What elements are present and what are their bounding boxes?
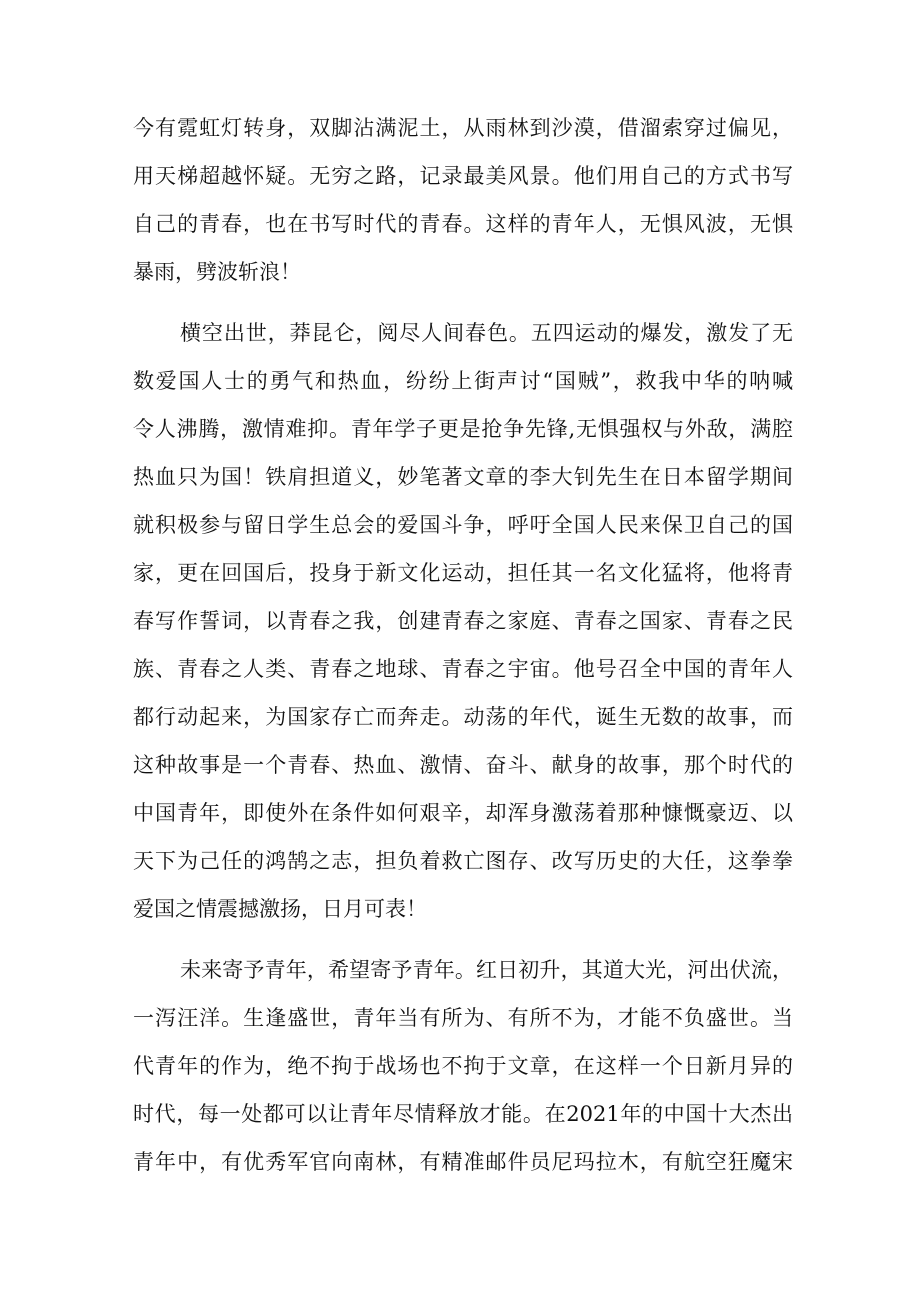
text-line: 热血只为国！铁肩担道义，妙笔著文章的李大钊先生在日本留学期间	[133, 465, 793, 489]
text-line: 爱国之情震撼激扬，日月可表！	[133, 897, 427, 921]
text-line: 一泻汪洋。生逢盛世，青年当有所为、有所不为，才能不负盛世。当	[133, 1006, 793, 1030]
text-line: 都行动起来，为国家存亡而奔走。动荡的年代，诞生无数的故事，而	[133, 705, 793, 729]
text-line: 时代，每一处都可以让青年尽情释放才能。在2021年的中国十大杰出	[133, 1102, 793, 1126]
text-line: 族、青春之人类、青春之地球、青春之宇宙。他号召全中国的青年人	[133, 657, 793, 681]
text-line: 青年中，有优秀军官向南林，有精准邮件员尼玛拉木，有航空狂魔宋	[133, 1150, 793, 1174]
text-line: 自己的青春，也在书写时代的青春。这样的青年人，无惧风波，无惧	[133, 212, 793, 236]
text-line: 用天梯超越怀疑。无穷之路，记录最美风景。他们用自己的方式书写	[133, 164, 793, 188]
text-line: 数爱国人士的勇气和热血，纷纷上街声讨“国贼”，救我中华的呐喊	[133, 369, 793, 393]
paragraph-first-line: 未来寄予青年，希望寄予青年。红日初升，其道大光，河出伏流，	[180, 958, 793, 982]
text-line: 中国青年，即使外在条件如何艰辛，却浑身激荡着那种慷慨豪迈、以	[133, 801, 793, 825]
text-line: 今有霓虹灯转身，双脚沾满泥土，从雨林到沙漠，借溜索穿过偏见，	[133, 116, 793, 140]
text-line: 春写作誓词，以青春之我，创建青春之家庭、青春之国家、青春之民	[133, 609, 793, 633]
text-line: 令人沸腾，激情难抑。青年学子更是抢争先锋,无惧强权与外敌，满腔	[133, 417, 793, 441]
text-line: 天下为己任的鸿鹄之志，担负着救亡图存、改写历史的大任，这拳拳	[133, 849, 793, 873]
paragraph-first-line: 横空出世，莽昆仑，阅尽人间春色。五四运动的爆发，激发了无	[180, 321, 793, 345]
text-line: 代青年的作为，绝不拘于战场也不拘于文章，在这样一个日新月异的	[133, 1054, 793, 1078]
text-line: 就积极参与留日学生总会的爱国斗争，呼吁全国人民来保卫自己的国	[133, 513, 793, 537]
text-line: 暴雨，劈波斩浪！	[133, 260, 301, 284]
text-line: 这种故事是一个青春、热血、激情、奋斗、献身的故事，那个时代的	[133, 753, 793, 777]
text-line: 家，更在回国后，投身于新文化运动，担任其一名文化猛将，他将青	[133, 561, 793, 585]
